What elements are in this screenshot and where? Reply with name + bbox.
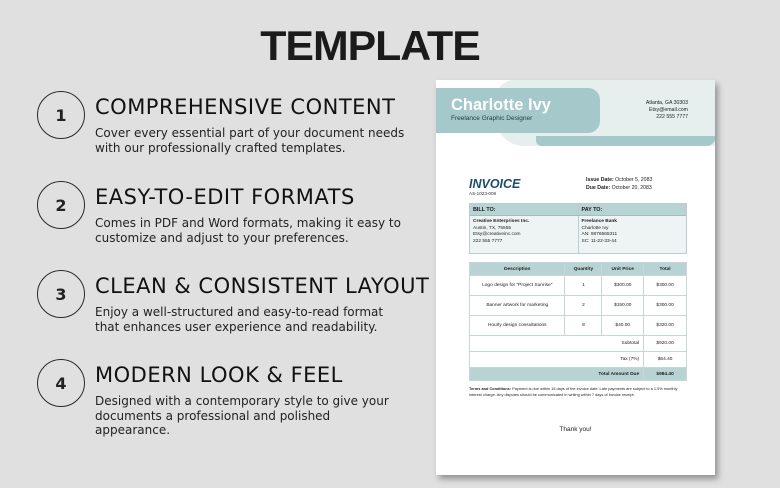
bill-to-email: Etsy@creativeinc.com	[473, 232, 521, 237]
sender-contact	[646, 100, 688, 121]
pay-to-label: PAY TO:	[578, 204, 687, 215]
bill-to-address: Austin, TX, 75555	[473, 225, 512, 231]
invoice-preview	[436, 80, 715, 475]
item-unit-price: $40.00	[602, 316, 644, 336]
column-header: Unit Price	[602, 263, 644, 276]
pay-to-bank: Freelance Bank	[581, 219, 617, 224]
thank-you-note: Thank you!	[559, 426, 592, 433]
sender-email: Etsy@email.com	[649, 107, 688, 113]
table-row	[470, 296, 687, 316]
feature-title: COMPREHENSIVE CONTENT	[95, 95, 396, 119]
terms-label: Terms and Conditions:	[469, 386, 512, 391]
item-quantity: 1	[565, 276, 602, 296]
due-date-label: Due Date:	[586, 185, 611, 191]
bill-to-phone: 222 555 7777	[473, 238, 503, 244]
bill-to-company: Creative Enterprises Inc.	[473, 219, 530, 224]
feature-title: CLEAN & CONSISTENT LAYOUT	[95, 274, 430, 298]
item-description: Logo design for "Project Sunrise"	[470, 276, 565, 296]
subtotal-value: $920.00	[644, 336, 687, 352]
table-row	[470, 316, 687, 336]
item-unit-price: $300.00	[602, 276, 644, 296]
item-quantity: 2	[565, 296, 602, 316]
sender-role: Freelance Graphic Designer	[451, 115, 533, 122]
invoice-title: INVOICE	[469, 177, 521, 191]
feature-title: EASY-TO-EDIT FORMATS	[95, 185, 355, 209]
column-header: Description	[470, 263, 565, 276]
sender-name: Charlotte Ivy	[451, 96, 551, 114]
total-value: $984.40	[644, 368, 687, 381]
issue-date: October 5, 2083	[615, 177, 653, 183]
column-header: Quantity	[565, 263, 602, 276]
feature-description: Cover every essential part of your document needs with our professionally crafted templates.	[95, 126, 405, 155]
bill-to-details	[470, 216, 578, 253]
feature-description: Enjoy a well-structured and easy-to-read format that enhances user experience and readability.	[95, 305, 384, 334]
sender-phone: 222 555 7777	[656, 114, 688, 120]
invoice-dates	[586, 176, 652, 192]
table-row	[470, 276, 687, 296]
feature-description: Comes in PDF and Word formats, making it easy to customize and adjust to your preferences.	[95, 216, 401, 245]
feature-title: MODERN LOOK & FEEL	[95, 363, 343, 387]
issue-date-row	[586, 176, 652, 184]
billing-body	[470, 216, 686, 253]
item-total: $300.00	[644, 276, 687, 296]
bill-to-label: BILL TO:	[473, 207, 496, 213]
billing-header	[470, 204, 686, 216]
item-description: Banner artwork for marketing	[470, 296, 565, 316]
billing-info	[469, 203, 687, 254]
tax-label: Tax (7%)	[470, 352, 644, 368]
subtotal-row	[470, 336, 687, 352]
issue-date-label: Issue Date:	[586, 177, 614, 183]
number-circle: 2	[37, 181, 85, 229]
line-items-table	[469, 262, 687, 381]
subtotal-label: Subtotal	[470, 336, 644, 352]
item-total: $320.00	[644, 316, 687, 336]
total-label: Total Amount Due	[470, 368, 644, 381]
pay-to-account: AN: 9876565311	[581, 232, 618, 237]
table-header-row	[470, 263, 687, 276]
item-description: Hourly design consultations	[470, 316, 565, 336]
pay-to-sort-code: SC: 11-22-33-44	[581, 238, 617, 244]
pay-to-name: Charlotte Ivy	[581, 225, 609, 231]
page-title: TEMPLATE	[260, 22, 480, 69]
item-unit-price: $150.00	[602, 296, 644, 316]
number-circle: 3	[37, 270, 85, 318]
tax-row	[470, 352, 687, 368]
due-date: October 20, 2083	[611, 185, 652, 191]
column-header: Total	[644, 263, 687, 276]
item-quantity: 8	[565, 316, 602, 336]
number-circle: 4	[37, 359, 85, 407]
pay-to-details	[578, 216, 687, 253]
tax-value: $64.40	[644, 352, 687, 368]
number-circle: 1	[37, 91, 85, 139]
due-date-row	[586, 184, 652, 192]
terms-and-conditions	[469, 386, 687, 398]
total-row	[470, 368, 687, 381]
header-wave-shape	[536, 136, 715, 146]
terms-text: Payment is due within 15 days of the invoice date. Late payments are subject to a 1.5% monthly interest charge. Any disputes should be communicated in writing within 7 days of invoice receipt.	[469, 386, 678, 398]
item-total: $300.00	[644, 296, 687, 316]
feature-description: Designed with a contemporary style to give your documents a professional and polished appearance.	[95, 394, 389, 437]
sender-address: Atlanta, GA 30303	[645, 100, 688, 106]
invoice-number: AS-1023-008	[469, 191, 497, 196]
